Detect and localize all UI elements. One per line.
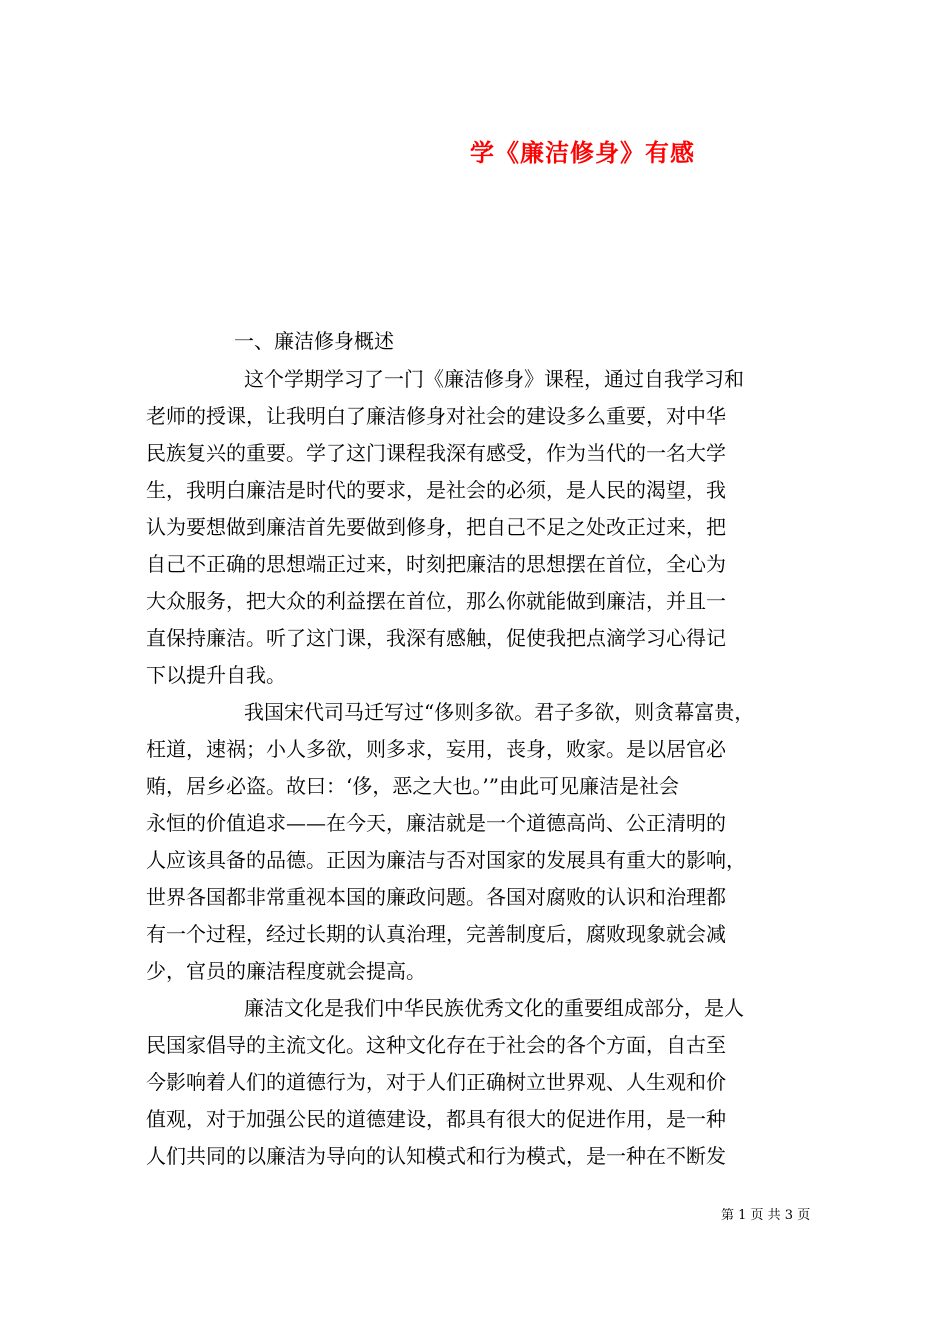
paragraph-2	[146, 694, 806, 990]
paragraph-1	[146, 361, 806, 694]
paragraph-line: 民族复兴的重要。学了这门课程我深有感受，作为当代的一名大学	[146, 441, 726, 465]
paragraph-line: 枉道，速祸；小人多欲，则多求，妄用，丧身，败家。是以居官必	[146, 737, 726, 761]
paragraph-line: 人应该具备的品德。正因为廉洁与否对国家的发展具有重大的影响，	[146, 848, 746, 872]
page-footer: 第 1 页 共 3 页	[721, 1208, 811, 1223]
paragraph-line: 少，官员的廉洁程度就会提高。	[146, 959, 426, 983]
paragraph-line: 下以提升自我。	[146, 663, 286, 687]
paragraph-line: 廉洁文化是我们中华民族优秀文化的重要组成部分，是人	[244, 996, 744, 1020]
paragraph-line: 有一个过程，经过长期的认真治理，完善制度后，腐败现象就会减	[146, 922, 726, 946]
paragraph-line: 我国宋代司马迁写过“侈则多欲。君子多欲，则贪幕富贵，	[244, 700, 755, 724]
paragraph-line: 今影响着人们的道德行为，对于人们正确树立世界观、人生观和价	[146, 1070, 726, 1094]
paragraph-line: 直保持廉洁。听了这门课，我深有感触，促使我把点滴学习心得记	[146, 626, 726, 650]
paragraph-3	[146, 990, 806, 1175]
paragraph-line: 这个学期学习了一门《廉洁修身》课程，通过自我学习和	[244, 367, 744, 391]
paragraph-line: 自己不正确的思想端正过来，时刻把廉洁的思想摆在首位，全心为	[146, 552, 726, 576]
section-heading: 一、廉洁修身概述	[234, 329, 394, 353]
paragraph-line: 认为要想做到廉洁首先要做到修身，把自己不足之处改正过来，把	[146, 515, 726, 539]
paragraph-line: 民国家倡导的主流文化。这种文化存在于社会的各个方面，自古至	[146, 1033, 726, 1057]
paragraph-line: 生，我明白廉洁是时代的要求，是社会的必须，是人民的渴望，我	[146, 478, 726, 502]
paragraph-line: 大众服务，把大众的利益摆在首位，那么你就能做到廉洁，并且一	[146, 589, 726, 613]
paragraph-line: 永恒的价值追求——在今天，廉洁就是一个道德高尚、公正清明的	[146, 811, 726, 835]
paragraph-line: 值观，对于加强公民的道德建设，都具有很大的促进作用，是一种	[146, 1107, 726, 1131]
paragraph-line: 世界各国都非常重视本国的廉政问题。各国对腐败的认识和治理都	[146, 885, 726, 909]
paragraph-line: 人们共同的以廉洁为导向的认知模式和行为模式，是一种在不断发	[146, 1144, 726, 1168]
document-title: 学《廉洁修身》有感	[470, 138, 695, 167]
paragraph-line: 老师的授课，让我明白了廉洁修身对社会的建设多么重要，对中华	[146, 404, 726, 428]
paragraph-line: 贿，居乡必盗。故曰：‘侈，恶之大也。’”由此可见廉洁是社会	[146, 774, 679, 798]
